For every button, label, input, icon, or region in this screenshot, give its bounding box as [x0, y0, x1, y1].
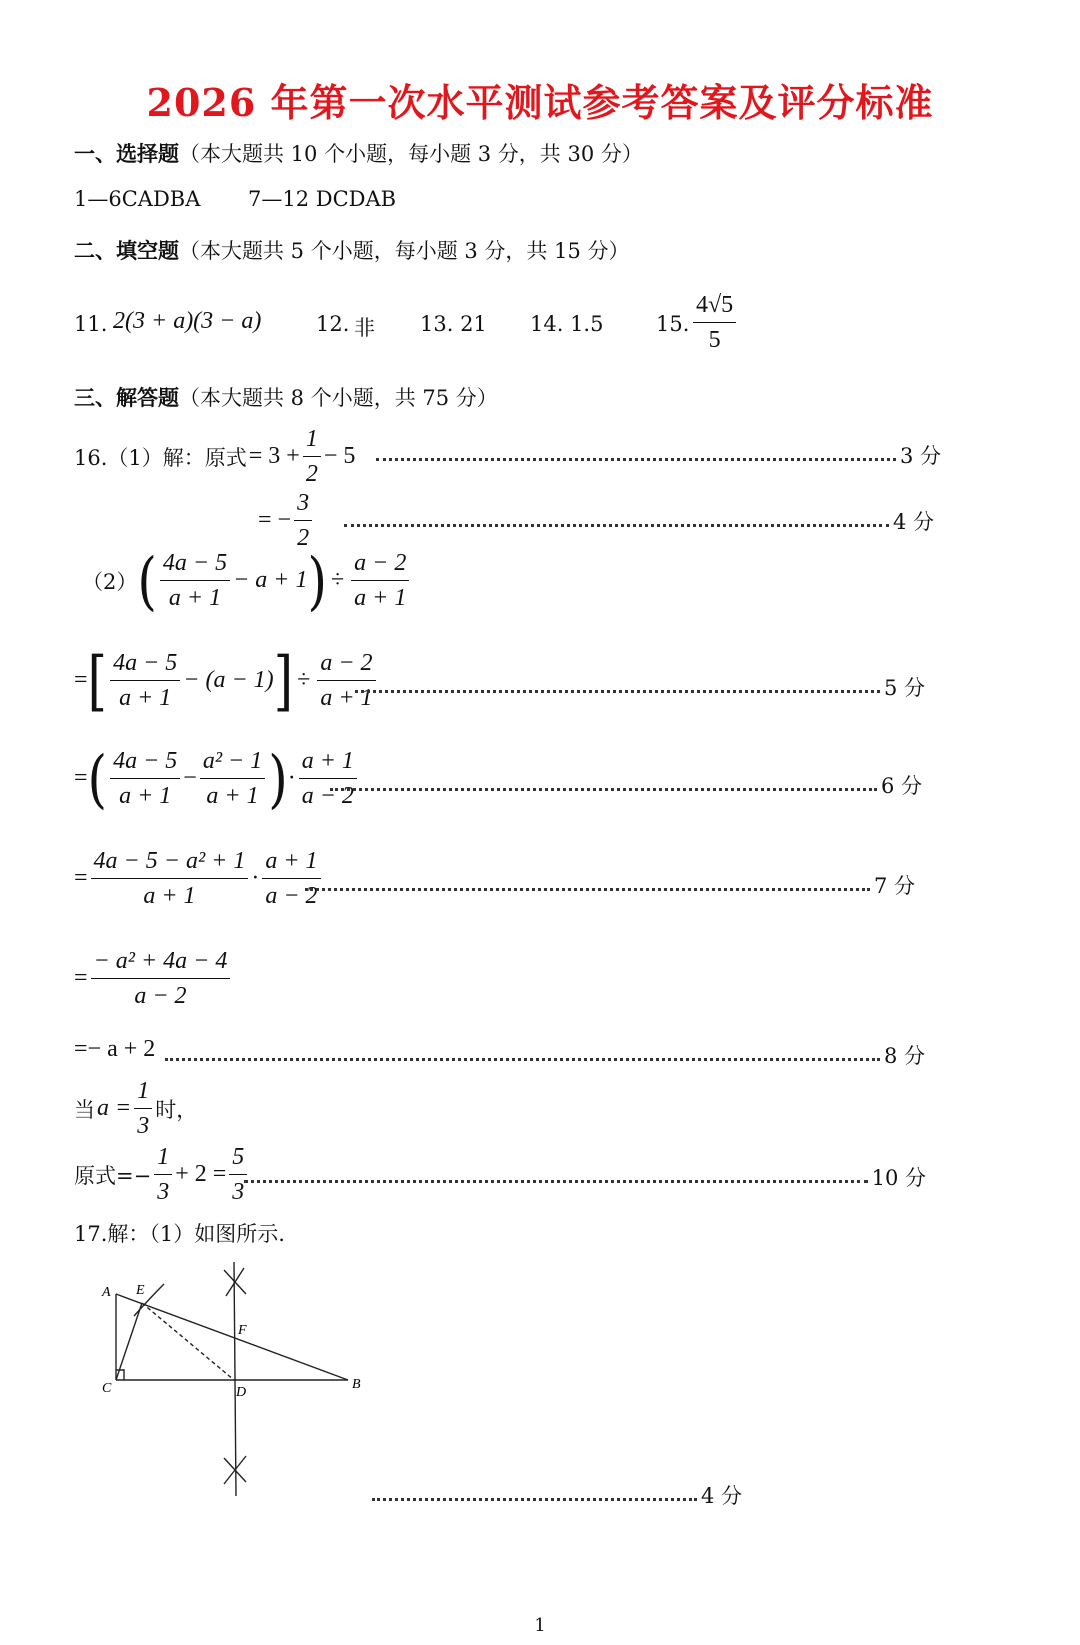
segment-CE	[116, 1303, 142, 1380]
page-number: 1	[534, 1615, 546, 1636]
point-label-B: B	[352, 1377, 361, 1392]
q17-geometry-figure	[90, 1260, 380, 1500]
q16-step8-score: 8 分	[165, 1040, 925, 1070]
q13-answer: 13. 21	[420, 312, 487, 336]
section-solve-heading: 三、解答题（本大题共 8 个小题，共 75 分）	[74, 385, 498, 410]
q16-step6: = ( $\frac{4a - 5}{a + 1}$ − $\frac{\text{a² − 1}}{a + 1}$ ) · $\frac{a + 1}{a - 2}$	[74, 746, 360, 811]
q16-line1-score: 3 分	[376, 440, 941, 470]
q16-step7: = $\frac{\text{4a − 5 − a² + 1}}{a + 1}$ · $\frac{a + 1}{a - 2}$	[74, 846, 324, 911]
q15-fraction: $\frac{4√5}{5}$	[693, 290, 736, 355]
q16-step5-score: 5 分	[355, 672, 925, 702]
q17-score: 4 分	[372, 1480, 742, 1510]
point-label-E: E	[136, 1283, 145, 1298]
q17-label: 17.解：（1）如图所示.	[74, 1222, 285, 1246]
section-fill-heading: 二、填空题（本大题共 5 个小题，每小题 3 分，共 15 分）	[74, 238, 630, 263]
q16-final-score: 10 分	[244, 1162, 926, 1192]
q11-label: 11.	[74, 312, 108, 336]
q15-label: 15.	[656, 312, 690, 336]
q12-answer: 非	[354, 316, 375, 340]
q16-step5: = [ $\frac{4a - 5}{a + 1}$ − (a − 1) ] ÷ $\frac{a - 2}{a + 1}$	[74, 648, 379, 713]
segment-AB	[116, 1294, 348, 1380]
q14-answer: 14. 1.5	[530, 312, 604, 336]
point-label-F: F	[238, 1323, 247, 1338]
q16-step-simplify: = $\frac{\text{− a² + 4a − 4}}{a - 2}$	[74, 946, 233, 1011]
q16-step6-score: 6 分	[330, 770, 922, 800]
q16-part1-line1: 16.（1）解：原式 = 3 + $\frac{1}{2}$ − 5	[74, 426, 356, 487]
q16-step8: =− a + 2	[74, 1036, 156, 1062]
choice-answers-1-6: 1—6CADBA	[74, 187, 201, 211]
point-label-D: D	[236, 1385, 247, 1400]
q16-line2-score: 4 分	[344, 506, 934, 536]
q12-label: 12.	[316, 312, 350, 336]
q16-step7-score: 7 分	[305, 870, 915, 900]
q15-answer	[690, 290, 739, 355]
q16-part1-line2: = − $\frac{3}{2}$	[258, 488, 315, 553]
q16-part2-expression: （2） ( $\frac{4a - 5}{a + 1}$ − a + 1 ) ÷ $\frac{a - 2}{a + 1}$	[82, 548, 412, 613]
q16-line1-fraction: $\frac{1}{2}$	[303, 424, 321, 489]
q16-final: 原式=− $\frac{1}{3}$ + 2 = $\frac{5}{3}$	[74, 1142, 250, 1207]
q16-line2-fraction: $\frac{3}{2}$	[294, 488, 312, 553]
arc-mark-top	[224, 1268, 246, 1296]
point-label-A: A	[102, 1285, 111, 1300]
segment-ED-dashed	[142, 1303, 234, 1380]
choice-answers-7-12: 7—12 DCDAB	[248, 187, 397, 211]
page-title: 2026 年第一次水平测试参考答案及评分标准	[146, 80, 934, 125]
q16-substitution: 当 a = $\frac{1}{3}$ 时，	[74, 1078, 198, 1139]
point-label-C: C	[102, 1381, 112, 1396]
q11-answer: 2(3 + a)(3 − a)	[113, 308, 262, 334]
section-choice-heading: 一、选择题（本大题共 10 个小题，每小题 3 分，共 30 分）	[74, 141, 643, 166]
perpendicular-bisector	[234, 1262, 236, 1496]
